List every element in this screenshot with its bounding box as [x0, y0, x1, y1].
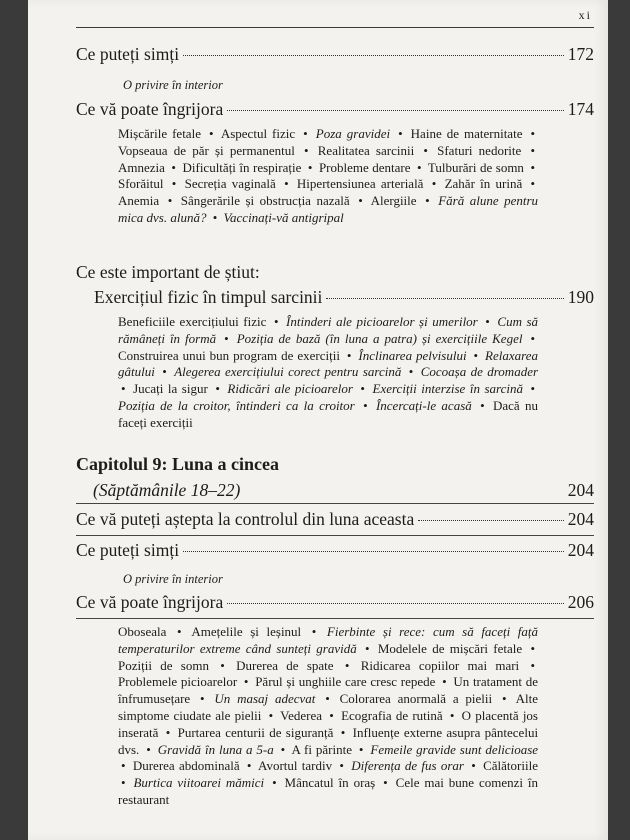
topic-item: Modelele de mișcări fetale	[377, 640, 523, 656]
topic-item: Avortul tardiv	[258, 758, 333, 774]
bullet-separator: •	[167, 193, 173, 209]
dot-leader	[183, 55, 564, 56]
topic-item: Un tratament de înfrumusețare	[118, 674, 539, 707]
topic-item: Un masaj adecvat	[214, 691, 316, 707]
bullet-separator: •	[449, 707, 455, 723]
topic-item: Cum să rămâneți în formă	[118, 314, 539, 346]
topic-item: Vopseaua de păr și permanentul	[118, 142, 295, 158]
page-number: xi	[578, 8, 592, 22]
bullet-separator: •	[280, 741, 286, 757]
bullet-separator: •	[501, 691, 507, 707]
dot-leader	[183, 551, 564, 552]
topic-item: Realitatea sarcinii	[317, 142, 415, 158]
bullet-separator: •	[311, 624, 317, 639]
bullet-separator: •	[530, 640, 535, 656]
toc-entry-title: Ce vă puteți aștepta la controlul din luna aceasta	[76, 509, 415, 529]
bullet-separator: •	[121, 775, 126, 791]
topic-item: A fi părinte	[291, 741, 352, 757]
toc-entry-title: Ce vă poate îngrijora	[76, 592, 224, 612]
bullet-separator: •	[364, 640, 370, 656]
bullet-separator: •	[425, 193, 430, 209]
topic-item: Sfaturi nedorite	[437, 142, 522, 158]
topic-item: Ridicarea copiilor mai mari	[360, 657, 520, 673]
toc-entry-page: 204	[567, 509, 594, 529]
topic-item: Probleme dentare	[318, 159, 411, 175]
topic-item: Fierbinte și rece: cum să faceți față temperaturilor extreme când sunteți gravidă	[118, 624, 539, 656]
toc-entry-page: 172	[567, 44, 594, 64]
bullet-separator: •	[471, 758, 476, 774]
bullet-separator: •	[344, 657, 350, 673]
bullet-separator: •	[162, 364, 167, 380]
toc-entry-exercise	[94, 287, 594, 308]
bullet-separator: •	[212, 209, 218, 225]
topics-paragraph	[118, 624, 538, 809]
header-rule	[76, 27, 594, 28]
topic-item: O placentă jos inserată	[118, 707, 538, 740]
section-rule	[76, 535, 594, 536]
topic-item: Colorarea anormală a pielii	[339, 691, 493, 707]
bullet-separator: •	[473, 347, 479, 363]
topic-item: Amețelile și leșinul	[191, 624, 302, 639]
bullet-separator: •	[346, 347, 352, 363]
bullet-separator: •	[273, 314, 279, 329]
topic-item: Mâncatul în oraș	[284, 775, 376, 791]
dot-leader	[227, 110, 564, 111]
topic-item: Oboseala	[118, 624, 167, 639]
bullet-separator: •	[268, 707, 274, 723]
dot-leader	[326, 298, 563, 299]
topic-item: Fără alune pentru mica dvs. alună?	[118, 193, 539, 225]
topic-item: Cocoașa de dromader	[420, 364, 539, 380]
bullet-separator: •	[272, 775, 277, 791]
topic-item: Alegerea exercițiului corect pentru sarcină	[174, 364, 402, 380]
book-page	[28, 0, 608, 840]
bullet-separator: •	[304, 142, 309, 158]
topic-item: Poziția de la croitor, întinderi ca la croitor	[118, 397, 355, 413]
topic-item: Mișcările fetale	[118, 126, 201, 141]
topic-item: Construirea unui bun program de exerciții	[118, 347, 340, 363]
bullet-separator: •	[121, 758, 126, 774]
topic-item: Dacă nu faceți exerciții	[118, 397, 539, 430]
topics-paragraph	[118, 126, 538, 227]
bullet-separator: •	[408, 364, 414, 380]
topic-item: Jucați la sigur	[133, 381, 208, 397]
topic-item: Poziția de bază (în luna a patra) și exercițiile Kegel	[236, 330, 523, 346]
toc-subentry: O privire în interior	[123, 572, 223, 586]
bullet-separator: •	[442, 674, 447, 690]
bullet-separator: •	[340, 724, 346, 740]
bullet-separator: •	[530, 126, 536, 141]
bullet-separator: •	[224, 330, 229, 346]
bullet-separator: •	[530, 330, 536, 346]
toc-entry-page: 204	[567, 540, 594, 560]
bullet-separator: •	[243, 674, 249, 690]
topic-item: Hipertensiunea arterială	[296, 176, 424, 192]
toc-entry-page: 206	[567, 592, 594, 612]
topic-item: Gravidă în luna a 5-a	[157, 741, 274, 757]
topic-item: Ecografia de rutină	[341, 707, 443, 723]
topic-item: Înclinarea pelvisului	[358, 347, 467, 363]
bullet-separator: •	[363, 397, 368, 413]
chapter-rule	[76, 503, 594, 504]
topic-item: Tulburări de somn	[427, 159, 524, 175]
toc-entry-title: Ce vă poate îngrijora	[76, 99, 224, 119]
topic-item: Sforăitul	[118, 176, 164, 192]
bullet-separator: •	[171, 159, 176, 175]
dot-leader	[227, 603, 564, 604]
bullet-separator: •	[220, 657, 225, 673]
bullet-separator: •	[398, 126, 403, 141]
topic-item: Ridicări ale picioarelor	[227, 381, 353, 397]
topic-item: Poza gravidei	[315, 126, 391, 141]
toc-entry-what-you-may-feel-2	[76, 540, 594, 561]
topic-item: Relaxarea gâtului	[118, 347, 538, 380]
bullet-separator: •	[530, 381, 536, 397]
bullet-separator: •	[208, 126, 214, 141]
toc-entry-page: 174	[567, 99, 594, 119]
bullet-separator: •	[423, 142, 428, 158]
topic-item: Vaccinați-vă antigripal	[223, 209, 344, 225]
topic-item: Secreția vaginală	[184, 176, 276, 192]
topic-item: Călătoriile	[483, 758, 538, 774]
bullet-separator: •	[530, 657, 536, 673]
topics-paragraph	[118, 314, 538, 432]
toc-entry-what-may-worry-you-2	[76, 592, 594, 613]
bullet-separator: •	[146, 741, 151, 757]
topic-item: Durerea abdominală	[132, 758, 240, 774]
chapter-subtitle-row	[93, 480, 594, 501]
toc-subentry: O privire în interior	[123, 78, 223, 92]
topic-item: Cele mai bune comenzi în restaurant	[118, 775, 539, 807]
bullet-separator: •	[176, 624, 182, 639]
topic-item: Problemele picioarelor	[118, 674, 238, 690]
topic-item: Sângerările și obstrucția nazală	[180, 193, 350, 209]
bullet-separator: •	[358, 193, 363, 209]
topic-item: Dificultăți în respirație	[182, 159, 302, 175]
toc-entry-title: Ce puteți simți	[76, 44, 180, 64]
topic-item: Femeile gravide sunt delicioase	[370, 741, 539, 757]
toc-heading-important: Ce este important de știut:	[76, 262, 260, 282]
toc-entry-page: 190	[567, 287, 594, 307]
bullet-separator: •	[303, 126, 308, 141]
topic-item: Haine de maternitate	[410, 126, 523, 141]
bullet-separator: •	[329, 707, 334, 723]
topic-item: Părul și unghiile care cresc repede	[255, 674, 436, 690]
bullet-separator: •	[360, 381, 365, 397]
bullet-separator: •	[485, 314, 490, 329]
bullet-separator: •	[307, 159, 313, 175]
topic-item: Poziții de somn	[118, 657, 209, 673]
section-rule	[76, 618, 594, 619]
topic-item: Încercați-le acasă	[375, 397, 472, 413]
toc-entry-checkup	[76, 509, 594, 530]
topic-item: Vederea	[280, 707, 323, 723]
bullet-separator: •	[339, 758, 344, 774]
topic-item: Amnezia	[118, 159, 165, 175]
toc-entry-title: Ce puteți simți	[76, 540, 180, 560]
bullet-separator: •	[417, 159, 422, 175]
topic-item: Alergiile	[370, 193, 417, 209]
topic-item: Alte simptome ciudate ale pielii	[118, 691, 538, 723]
topic-item: Purtarea centurii de siguranță	[177, 724, 334, 740]
toc-entry-title: Exercițiul fizic în timpul sarcinii	[94, 287, 323, 307]
toc-entry-what-may-worry-you	[76, 99, 594, 120]
dot-leader	[418, 520, 564, 521]
bullet-separator: •	[200, 691, 205, 707]
bullet-separator: •	[530, 176, 536, 192]
bullet-separator: •	[215, 381, 220, 397]
chapter-page: 204	[567, 480, 594, 500]
bullet-separator: •	[480, 397, 485, 413]
topic-item: Beneficiile exercițiului fizic	[118, 314, 267, 329]
topic-item: Întinderi ale picioarelor și umerilor	[286, 314, 478, 329]
bullet-separator: •	[431, 176, 437, 192]
bullet-separator: •	[284, 176, 289, 192]
topic-item: Exerciții interzise în sarcină	[372, 381, 523, 397]
bullet-separator: •	[358, 741, 364, 757]
bullet-separator: •	[246, 758, 252, 774]
chapter-subtitle: (Săptămânile 18–22)	[93, 480, 241, 500]
topic-item: Durerea de spate	[236, 657, 334, 673]
topic-item: Zahăr în urină	[444, 176, 523, 192]
bullet-separator: •	[121, 381, 126, 397]
bullet-separator: •	[530, 142, 536, 158]
bullet-separator: •	[165, 724, 171, 740]
chapter-title: Capitolul 9: Luna a cincea	[76, 454, 280, 474]
topic-item: Anemia	[118, 193, 160, 209]
bullet-separator: •	[383, 775, 388, 791]
topic-item: Influențe externe asupra pântecelui dvs.	[118, 724, 539, 757]
bullet-separator: •	[530, 159, 535, 175]
bullet-separator: •	[171, 176, 177, 192]
topic-item: Burtica viitoarei mămici	[133, 775, 265, 791]
toc-entry-what-you-may-feel	[76, 44, 594, 65]
topic-item: Diferența de fus orar	[351, 758, 464, 774]
topic-item: Aspectul fizic	[220, 126, 296, 141]
bullet-separator: •	[325, 691, 330, 707]
